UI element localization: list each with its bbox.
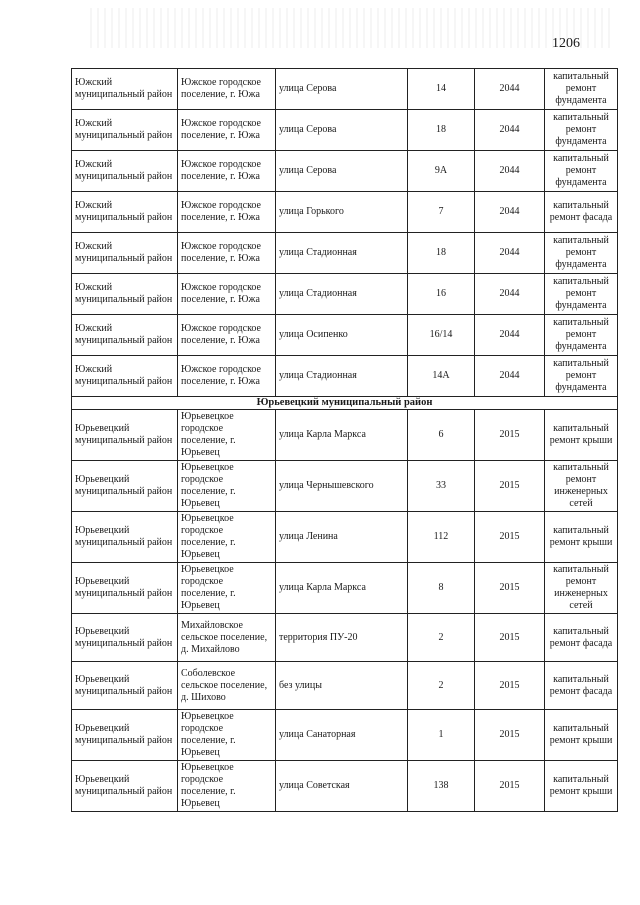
district-cell: Южский муниципальный район — [72, 151, 178, 192]
settlement-cell: Михайловское сельское поселение, д. Михайлово — [178, 614, 276, 662]
year-cell: 2044 — [475, 356, 545, 397]
year-cell: 2044 — [475, 69, 545, 110]
settlement-cell: Южское городское поселение, г. Южа — [178, 356, 276, 397]
settlement-cell: Южское городское поселение, г. Южа — [178, 274, 276, 315]
district-cell: Юрьевецкий муниципальный район — [72, 614, 178, 662]
house-number-cell: 14А — [408, 356, 475, 397]
table-row — [72, 614, 618, 662]
year-cell: 2044 — [475, 110, 545, 151]
table-row — [72, 233, 618, 274]
work-type-cell: капитальный ремонт крыши — [545, 761, 618, 812]
street-cell: улица Ленина — [276, 512, 408, 563]
house-number-cell: 8 — [408, 563, 475, 614]
street-cell: улица Карла Маркса — [276, 563, 408, 614]
year-cell: 2044 — [475, 192, 545, 233]
year-cell: 2015 — [475, 563, 545, 614]
table-body-yurievets — [72, 410, 618, 812]
house-number-cell: 18 — [408, 110, 475, 151]
table-row — [72, 563, 618, 614]
year-cell: 2015 — [475, 461, 545, 512]
table-row — [72, 110, 618, 151]
street-cell: улица Советская — [276, 761, 408, 812]
settlement-cell: Юрьевецкое городское поселение, г. Юрьевец — [178, 512, 276, 563]
street-cell: улица Стадионная — [276, 356, 408, 397]
house-number-cell: 14 — [408, 69, 475, 110]
district-cell: Юрьевецкий муниципальный район — [72, 761, 178, 812]
settlement-cell: Южское городское поселение, г. Южа — [178, 110, 276, 151]
work-type-cell: капитальный ремонт фундамента — [545, 356, 618, 397]
table-row — [72, 192, 618, 233]
work-type-cell: капитальный ремонт инженерных сетей — [545, 461, 618, 512]
settlement-cell: Юрьевецкое городское поселение, г. Юрьевец — [178, 563, 276, 614]
district-cell: Юрьевецкий муниципальный район — [72, 662, 178, 710]
district-cell: Южский муниципальный район — [72, 274, 178, 315]
work-type-cell: капитальный ремонт крыши — [545, 710, 618, 761]
house-number-cell: 112 — [408, 512, 475, 563]
street-cell: улица Серова — [276, 69, 408, 110]
year-cell: 2044 — [475, 274, 545, 315]
work-type-cell: капитальный ремонт фасада — [545, 662, 618, 710]
table-body-yuzha — [72, 69, 618, 397]
table-section — [72, 397, 618, 410]
settlement-cell: Южское городское поселение, г. Южа — [178, 192, 276, 233]
house-number-cell: 33 — [408, 461, 475, 512]
year-cell: 2015 — [475, 710, 545, 761]
year-cell: 2015 — [475, 614, 545, 662]
house-number-cell: 138 — [408, 761, 475, 812]
district-cell: Юрьевецкий муниципальный район — [72, 710, 178, 761]
settlement-cell: Южское городское поселение, г. Южа — [178, 69, 276, 110]
scan-artifact — [90, 8, 610, 48]
work-type-cell: капитальный ремонт крыши — [545, 512, 618, 563]
year-cell: 2015 — [475, 662, 545, 710]
work-type-cell: капитальный ремонт инженерных сетей — [545, 563, 618, 614]
table-row — [72, 410, 618, 461]
district-cell: Южский муниципальный район — [72, 233, 178, 274]
house-number-cell: 16/14 — [408, 315, 475, 356]
year-cell: 2015 — [475, 761, 545, 812]
street-cell: улица Стадионная — [276, 233, 408, 274]
district-cell: Юрьевецкий муниципальный район — [72, 563, 178, 614]
settlement-cell: Юрьевецкое городское поселение, г. Юрьевец — [178, 410, 276, 461]
district-cell: Южский муниципальный район — [72, 110, 178, 151]
settlement-cell: Юрьевецкое городское поселение, г. Юрьевец — [178, 761, 276, 812]
settlement-cell: Южское городское поселение, г. Южа — [178, 315, 276, 356]
table-row — [72, 710, 618, 761]
year-cell: 2044 — [475, 233, 545, 274]
district-cell: Юрьевецкий муниципальный район — [72, 461, 178, 512]
street-cell: улица Чернышевского — [276, 461, 408, 512]
district-cell: Южский муниципальный район — [72, 356, 178, 397]
work-type-cell: капитальный ремонт фундамента — [545, 274, 618, 315]
table-row — [72, 356, 618, 397]
table-row — [72, 274, 618, 315]
section-header-row — [72, 397, 618, 410]
house-number-cell: 9А — [408, 151, 475, 192]
street-cell: улица Карла Маркса — [276, 410, 408, 461]
district-cell: Юрьевецкий муниципальный район — [72, 410, 178, 461]
table-row — [72, 315, 618, 356]
street-cell: улица Стадионная — [276, 274, 408, 315]
district-cell: Юрьевецкий муниципальный район — [72, 512, 178, 563]
house-number-cell: 16 — [408, 274, 475, 315]
house-number-cell: 2 — [408, 662, 475, 710]
street-cell: улица Горького — [276, 192, 408, 233]
year-cell: 2015 — [475, 410, 545, 461]
repair-registry-table — [71, 68, 618, 812]
settlement-cell: Южское городское поселение, г. Южа — [178, 151, 276, 192]
house-number-cell: 7 — [408, 192, 475, 233]
table-row — [72, 512, 618, 563]
work-type-cell: капитальный ремонт фундамента — [545, 233, 618, 274]
page-number: 1206 — [552, 36, 580, 51]
year-cell: 2044 — [475, 315, 545, 356]
house-number-cell: 18 — [408, 233, 475, 274]
street-cell: улица Осипенко — [276, 315, 408, 356]
street-cell: без улицы — [276, 662, 408, 710]
table-row — [72, 151, 618, 192]
table-row — [72, 761, 618, 812]
street-cell: территория ПУ-20 — [276, 614, 408, 662]
settlement-cell: Юрьевецкое городское поселение, г. Юрьевец — [178, 461, 276, 512]
street-cell: улица Серова — [276, 151, 408, 192]
house-number-cell: 2 — [408, 614, 475, 662]
district-cell: Южский муниципальный район — [72, 315, 178, 356]
settlement-cell: Южское городское поселение, г. Южа — [178, 233, 276, 274]
settlement-cell: Соболевское сельское поселение, д. Шихово — [178, 662, 276, 710]
section-title: Юрьевецкий муниципальный район — [72, 397, 618, 410]
district-cell: Южский муниципальный район — [72, 192, 178, 233]
work-type-cell: капитальный ремонт фундамента — [545, 110, 618, 151]
work-type-cell: капитальный ремонт фундамента — [545, 151, 618, 192]
street-cell: улица Санаторная — [276, 710, 408, 761]
year-cell: 2015 — [475, 512, 545, 563]
work-type-cell: капитальный ремонт фундамента — [545, 315, 618, 356]
work-type-cell: капитальный ремонт крыши — [545, 410, 618, 461]
table-row — [72, 662, 618, 710]
table-row — [72, 461, 618, 512]
district-cell: Южский муниципальный район — [72, 69, 178, 110]
work-type-cell: капитальный ремонт фасада — [545, 192, 618, 233]
house-number-cell: 6 — [408, 410, 475, 461]
street-cell: улица Серова — [276, 110, 408, 151]
year-cell: 2044 — [475, 151, 545, 192]
work-type-cell: капитальный ремонт фасада — [545, 614, 618, 662]
settlement-cell: Юрьевецкое городское поселение, г. Юрьевец — [178, 710, 276, 761]
table-row — [72, 69, 618, 110]
work-type-cell: капитальный ремонт фундамента — [545, 69, 618, 110]
house-number-cell: 1 — [408, 710, 475, 761]
